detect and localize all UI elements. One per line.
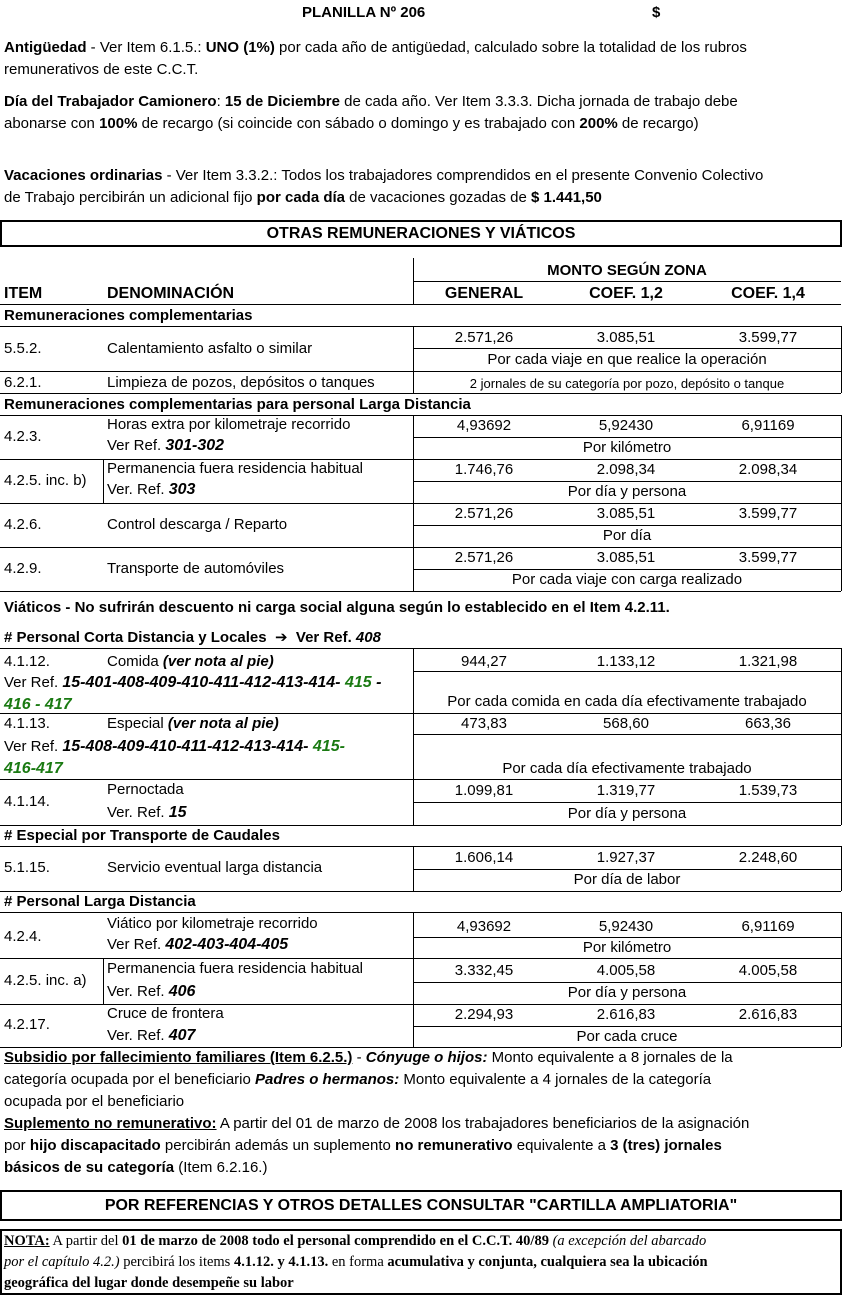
table-row-note: Por cada viaje en que realice la operación	[487, 351, 767, 368]
table-row-note: Por día y persona	[567, 984, 687, 1001]
table-row-item: 6.2.1.	[4, 374, 42, 391]
denominacion-column-header: DENOMINACIÓN	[107, 285, 235, 302]
table-row-denominacion: Comida (ver nota al pie)	[107, 653, 274, 670]
table-row-note: Por kilómetro	[582, 439, 672, 456]
dia-trabajador-paragraph: Día del Trabajador Camionero: 15 de Diciembre de cada año. Ver Item 3.3.3. Dicha jornada de trabajo debe abonarse con 100% de recargo (si coincide con sábado o domingo y es trabajado con 200% de recargo)	[4, 93, 738, 132]
table-row-coef12: 5,92430	[598, 417, 654, 434]
table-row-general: 2.571,26	[454, 505, 514, 522]
currency-symbol: $	[652, 4, 661, 21]
table-row-general: 2.571,26	[454, 549, 514, 566]
table-row-general: 1.746,76	[454, 461, 514, 478]
subsidio-paragraph: Subsidio por fallecimiento familiares (Item 6.2.5.) - Cónyuge o hijos: Monto equivalente a 8 jornales de la categoría ocupada por el beneficiario Padres o hermanos: Monto equivalente a 4 jornales de la categoría ocupada por el beneficiario	[4, 1049, 733, 1110]
table-row-reference: Ver Ref. 301-302	[107, 437, 225, 454]
table-row-general: 473,83	[461, 715, 507, 732]
otras-remuneraciones-title-box	[0, 220, 842, 247]
table-row-general: 4,93692	[456, 918, 512, 935]
table-row-coef12: 3.085,51	[596, 549, 656, 566]
table-row-coef12: 3.085,51	[596, 329, 656, 346]
table-row-coef14: 3.599,77	[738, 549, 798, 566]
table-row-coef12: 568,60	[603, 715, 649, 732]
table-row-coef12: 1.927,37	[596, 849, 656, 866]
table-row-denominacion: Cruce de frontera	[107, 1005, 224, 1022]
table-row-coef14: 6,91169	[741, 417, 795, 434]
table-row-note: Por cada día efectivamente trabajado	[502, 760, 752, 777]
table-row-note: Por día y persona	[567, 483, 687, 500]
table-row-coef12: 2.616,83	[596, 1006, 656, 1023]
page-title: PLANILLA Nº 206	[302, 4, 426, 21]
table-row-denominacion: Pernoctada	[107, 781, 184, 798]
table-row-item: 5.1.15.	[4, 859, 50, 876]
table-row-coef14: 663,36	[745, 715, 791, 732]
table-row-coef12: 1.319,77	[596, 782, 656, 799]
monto-segun-zona-header: MONTO SEGÚN ZONA	[547, 262, 707, 279]
table-row-denominacion: Permanencia fuera residencia habitual	[107, 960, 363, 977]
table-row-item: 4.1.14.	[4, 793, 50, 810]
table-row-item: 4.2.6.	[4, 516, 42, 533]
suplemento-paragraph: Suplemento no remunerativo: A partir del 01 de marzo de 2008 los trabajadores beneficiarios de la asignación por hijo discapacitado percibirán además un suplemento no remunerativo equivalente a 3 (tres) jornales básicos de su categoría (Item 6.2.16.)	[4, 1115, 750, 1176]
section-remuneraciones-larga-distancia: Remuneraciones complementarias para personal Larga Distancia	[4, 396, 471, 413]
table-row-denominacion: Servicio eventual larga distancia	[107, 859, 323, 876]
table-row-item: 4.2.17.	[4, 1016, 50, 1033]
table-row-coef14: 3.599,77	[738, 329, 798, 346]
table-row-denominacion: Viático por kilometraje recorrido	[107, 915, 318, 932]
section-remuneraciones-complementarias: Remuneraciones complementarias	[4, 307, 253, 324]
nota-text: NOTA: A partir del 01 de marzo de 2008 todo el personal comprendido en el C.C.T. 40/89 (a excepción del abarcado por el capítulo 4.2.) percibirá los items 4.1.12. y 4.1.13. en forma acumulativa y conjunta, cualquiera sea la ubicación geográfica del lugar donde desempeñe su labor	[4, 1233, 708, 1291]
table-row-coef12: 1.133,12	[596, 653, 656, 670]
table-row-general: 1.606,14	[454, 849, 514, 866]
table-row-general: 2.571,26	[454, 329, 514, 346]
table-row-note: Por día y persona	[567, 805, 687, 822]
table-row-note: Por cada comida en cada día efectivamente trabajado	[447, 693, 807, 710]
table-row-reference: Ver. Ref. 303	[107, 481, 196, 498]
coef12-column-header: COEF. 1,2	[589, 285, 663, 302]
table-row-coef14: 1.539,73	[738, 782, 798, 799]
table-row-denominacion: Control descarga / Reparto	[107, 516, 288, 533]
table-row-coef14: 2.098,34	[738, 461, 798, 478]
table-row-denominacion: Permanencia fuera residencia habitual	[107, 460, 363, 477]
table-row-note: Por cada cruce	[576, 1028, 678, 1045]
table-row-coef14: 2.248,60	[738, 849, 798, 866]
table-row-item: 5.5.2.	[4, 340, 42, 357]
table-row-coef14: 1.321,98	[738, 653, 798, 670]
table-row-note: Por kilómetro	[582, 939, 672, 956]
table-row-item: 4.2.9.	[4, 560, 42, 577]
table-row-denominacion: Transporte de automóviles	[107, 560, 285, 577]
table-row-coef14: 6,91169	[741, 918, 795, 935]
table-row-item: 4.2.5. inc. b)	[4, 472, 87, 489]
table-row-reference: Ver. Ref. 15	[107, 804, 187, 821]
table-row-denominacion: Limpieza de pozos, depósitos o tanques	[107, 374, 375, 391]
table-row-general: 944,27	[461, 653, 507, 670]
table-row-denominacion: Horas extra por kilometraje recorrido	[107, 416, 351, 433]
table-row-item: 4.2.4.	[4, 928, 42, 945]
table-row-coef12: 2.098,34	[596, 461, 656, 478]
general-column-header: GENERAL	[444, 285, 524, 302]
table-row-reference: Ver. Ref. 406	[107, 983, 196, 1000]
table-row-coef14: 4.005,58	[738, 962, 798, 979]
table-row-general: 4,93692	[456, 417, 512, 434]
table-row-coef12: 5,92430	[598, 918, 654, 935]
table-row-general: 2.294,93	[454, 1006, 514, 1023]
table-row-reference: Ver. Ref. 407	[107, 1027, 196, 1044]
referencias-box	[0, 1190, 842, 1221]
table-row-reference: Ver Ref. 15-401-408-409-410-411-412-413-414- 415 - 416 - 417	[4, 674, 382, 713]
otras-remuneraciones-title: OTRAS REMUNERACIONES Y VIÁTICOS	[266, 225, 576, 242]
referencias-text: POR REFERENCIAS Y OTROS DETALLES CONSULTAR "CARTILLA AMPLIATORIA"	[104, 1197, 738, 1214]
table-row-item: 4.2.5. inc. a)	[4, 972, 87, 989]
table-row-note: 2 jornales de su categoría por pozo, depósito o tanque	[469, 376, 785, 391]
table-row-general: 3.332,45	[454, 962, 514, 979]
item-column-header: ITEM	[4, 285, 43, 302]
table-row-coef14: 3.599,77	[738, 505, 798, 522]
table-row-item: 4.2.3.	[4, 428, 42, 445]
arrow-right-icon: ➔	[274, 628, 288, 646]
table-row-coef12: 3.085,51	[596, 505, 656, 522]
table-row-reference: Ver Ref. 15-408-409-410-411-412-413-414- 415- 416-417	[4, 738, 345, 777]
table-row-general: 1.099,81	[454, 782, 514, 799]
table-row-coef12: 4.005,58	[596, 962, 656, 979]
table-row-denominacion: Especial (ver nota al pie)	[107, 715, 279, 732]
table-row-note: Por cada viaje con carga realizado	[511, 571, 743, 588]
section-corta-distancia: # Personal Corta Distancia y Locales ➔ Ver Ref. 408	[4, 628, 381, 646]
table-row-reference: Ver Ref. 402-403-404-405	[107, 936, 289, 953]
section-transporte-caudales: # Especial por Transporte de Caudales	[4, 827, 280, 844]
table-row-item: 4.1.12.	[4, 653, 50, 670]
vacaciones-paragraph: Vacaciones ordinarias - Ver Item 3.3.2.: Todos los trabajadores comprendidos en el presente Convenio Colectivo de Trabajo percibirán un adicional fijo por cada día de vacaciones gozadas de $ 1.441,50	[4, 167, 764, 206]
table-row-note: Por día de labor	[573, 871, 681, 888]
antiguedad-paragraph: Antigüedad - Ver Item 6.1.5.: UNO (1%) por cada año de antigüedad, calculado sobre la totalidad de los rubros remunerativos de este C.C.T.	[4, 39, 747, 78]
section-personal-larga-distancia: # Personal Larga Distancia	[4, 893, 196, 910]
table-row-note: Por día	[602, 527, 652, 544]
table-row-denominacion: Calentamiento asfalto o similar	[107, 340, 313, 357]
table-row-item: 4.1.13.	[4, 715, 50, 732]
coef14-column-header: COEF. 1,4	[731, 285, 805, 302]
nota-box	[0, 1229, 842, 1295]
section-viaticos: Viáticos - No sufrirán descuento ni carga social alguna según lo establecido en el Item 4.2.11.	[4, 599, 670, 616]
table-row-coef14: 2.616,83	[738, 1006, 798, 1023]
